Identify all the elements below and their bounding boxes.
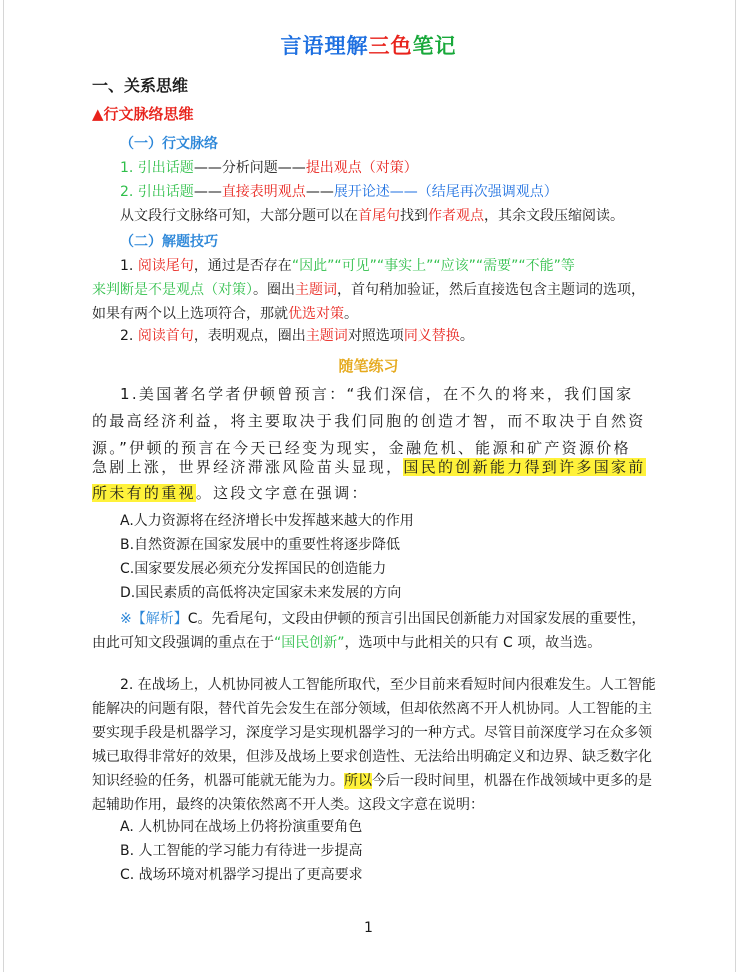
- q2-line-6: 起辅助作用，最终的决策依然离不开人类。这段文字意在说明：: [92, 797, 484, 813]
- highlighted-conjunction: 所以: [344, 773, 372, 789]
- tip-1-line-2: 来判断是不是观点（对策）。圈出主题词，首句稍加验证，然后直接选包含主题词的选项，: [92, 282, 645, 298]
- q2-option-a: A. 人机协同在战场上仍将扮演重要角色: [120, 819, 363, 835]
- tip-2: 2. 阅读首句，表明观点，圈出主题词对照选项同义替换。: [120, 328, 474, 344]
- q1-line-3: 源。”伊顿的预言在今天已经变为现实，金融危机、能源和矿产资源价格: [92, 439, 631, 457]
- q2-option-c: C. 战场环境对机器学习提出了更高要求: [120, 867, 363, 883]
- q1-option-c: C.国家要发展必须充分发挥国民的创造能力: [120, 561, 387, 577]
- flow-line-1: 1. 引出话题——分析问题——提出观点（对策）: [120, 160, 418, 176]
- page-number: 1: [364, 920, 373, 936]
- q1-line-1: 1.美国著名学者伊顿曾预言：“我们深信，在不久的将来，我们国家: [120, 385, 634, 403]
- q1-analysis-line-2: 由此可知文段强调的重点在于“国民创新”，选项中与此相关的只有 C 项，故当选。: [92, 635, 602, 651]
- q1-option-a: A.人力资源将在经济增长中发挥越来越大的作用: [120, 513, 414, 529]
- practice-title: 随笔练习: [338, 357, 399, 375]
- subsection-heading: ▲行文脉络思维: [92, 105, 194, 123]
- tip-1-line-1: 1. 阅读尾句，通过是否存在“因此”“可见”“事实上”“应该”“需要”“不能”等: [120, 258, 575, 274]
- q1-line-4: 急剧上涨，世界经济滞涨风险苗头显现，国民的创新能力得到许多国家前: [92, 458, 646, 476]
- page-title: 言语理解三色笔记: [280, 34, 457, 58]
- tip-1-line-3: 如果有两个以上选项符合，那就优选对策。: [92, 306, 358, 322]
- q1-option-b: B.自然资源在国家发展中的重要性将逐步降低: [120, 537, 401, 553]
- flow-line-2: 2. 引出话题——直接表明观点——展开论述——（结尾再次强调观点）: [120, 184, 558, 200]
- topic-heading-tips: （二）解题技巧: [120, 234, 218, 250]
- analysis-tag: ※【解析】: [120, 611, 188, 627]
- q1-line-2: 的最高经济利益，将主要取决于我们同胞的创造才智，而不取决于自然资: [92, 412, 646, 430]
- q2-option-b: B. 人工智能的学习能力有待进一步提高: [120, 843, 363, 859]
- q1-line-5: 所未有的重视。这段文字意在强调：: [92, 484, 369, 502]
- q2-line-5: 知识经验的任务，机器可能就无能为力。所以今后一段时间里，机器在作战领域中更多的是: [92, 773, 652, 789]
- q1-analysis-line-1: ※【解析】C。先看尾句，文段由伊顿的预言引出国民创新能力对国家发展的重要性，: [120, 611, 646, 627]
- q2-line-1: 2. 在战场上，人机协同被人工智能所取代，至少目前来看短时间内很难发生。人工智能: [120, 677, 656, 693]
- q2-line-3: 要实现手段是机器学习，深度学习是实现机器学习的一种方式。尽管目前深度学习在众多领: [92, 725, 652, 741]
- highlighted-key-sentence-end: 所未有的重视: [92, 484, 196, 502]
- q1-option-d: D.国民素质的高低将决定国家未来发展的方向: [120, 585, 402, 601]
- topic-heading-flow: （一）行文脉络: [120, 136, 218, 152]
- section-heading-1: 一、关系思维: [92, 76, 189, 95]
- q2-line-2: 能解决的问题有限，替代首先会发生在部分领域，但却依然离不开人机协同。人工智能的主: [92, 701, 652, 717]
- highlighted-key-sentence: 国民的创新能力得到许多国家前: [403, 458, 646, 476]
- flow-summary: 从文段行文脉络可知，大部分题可以在首尾句找到作者观点，其余文段压缩阅读。: [120, 208, 624, 224]
- q2-line-4: 城已取得非常好的效果，但涉及战场上要求创造性、无法给出明确定义和边界、缺乏数字化: [92, 749, 652, 765]
